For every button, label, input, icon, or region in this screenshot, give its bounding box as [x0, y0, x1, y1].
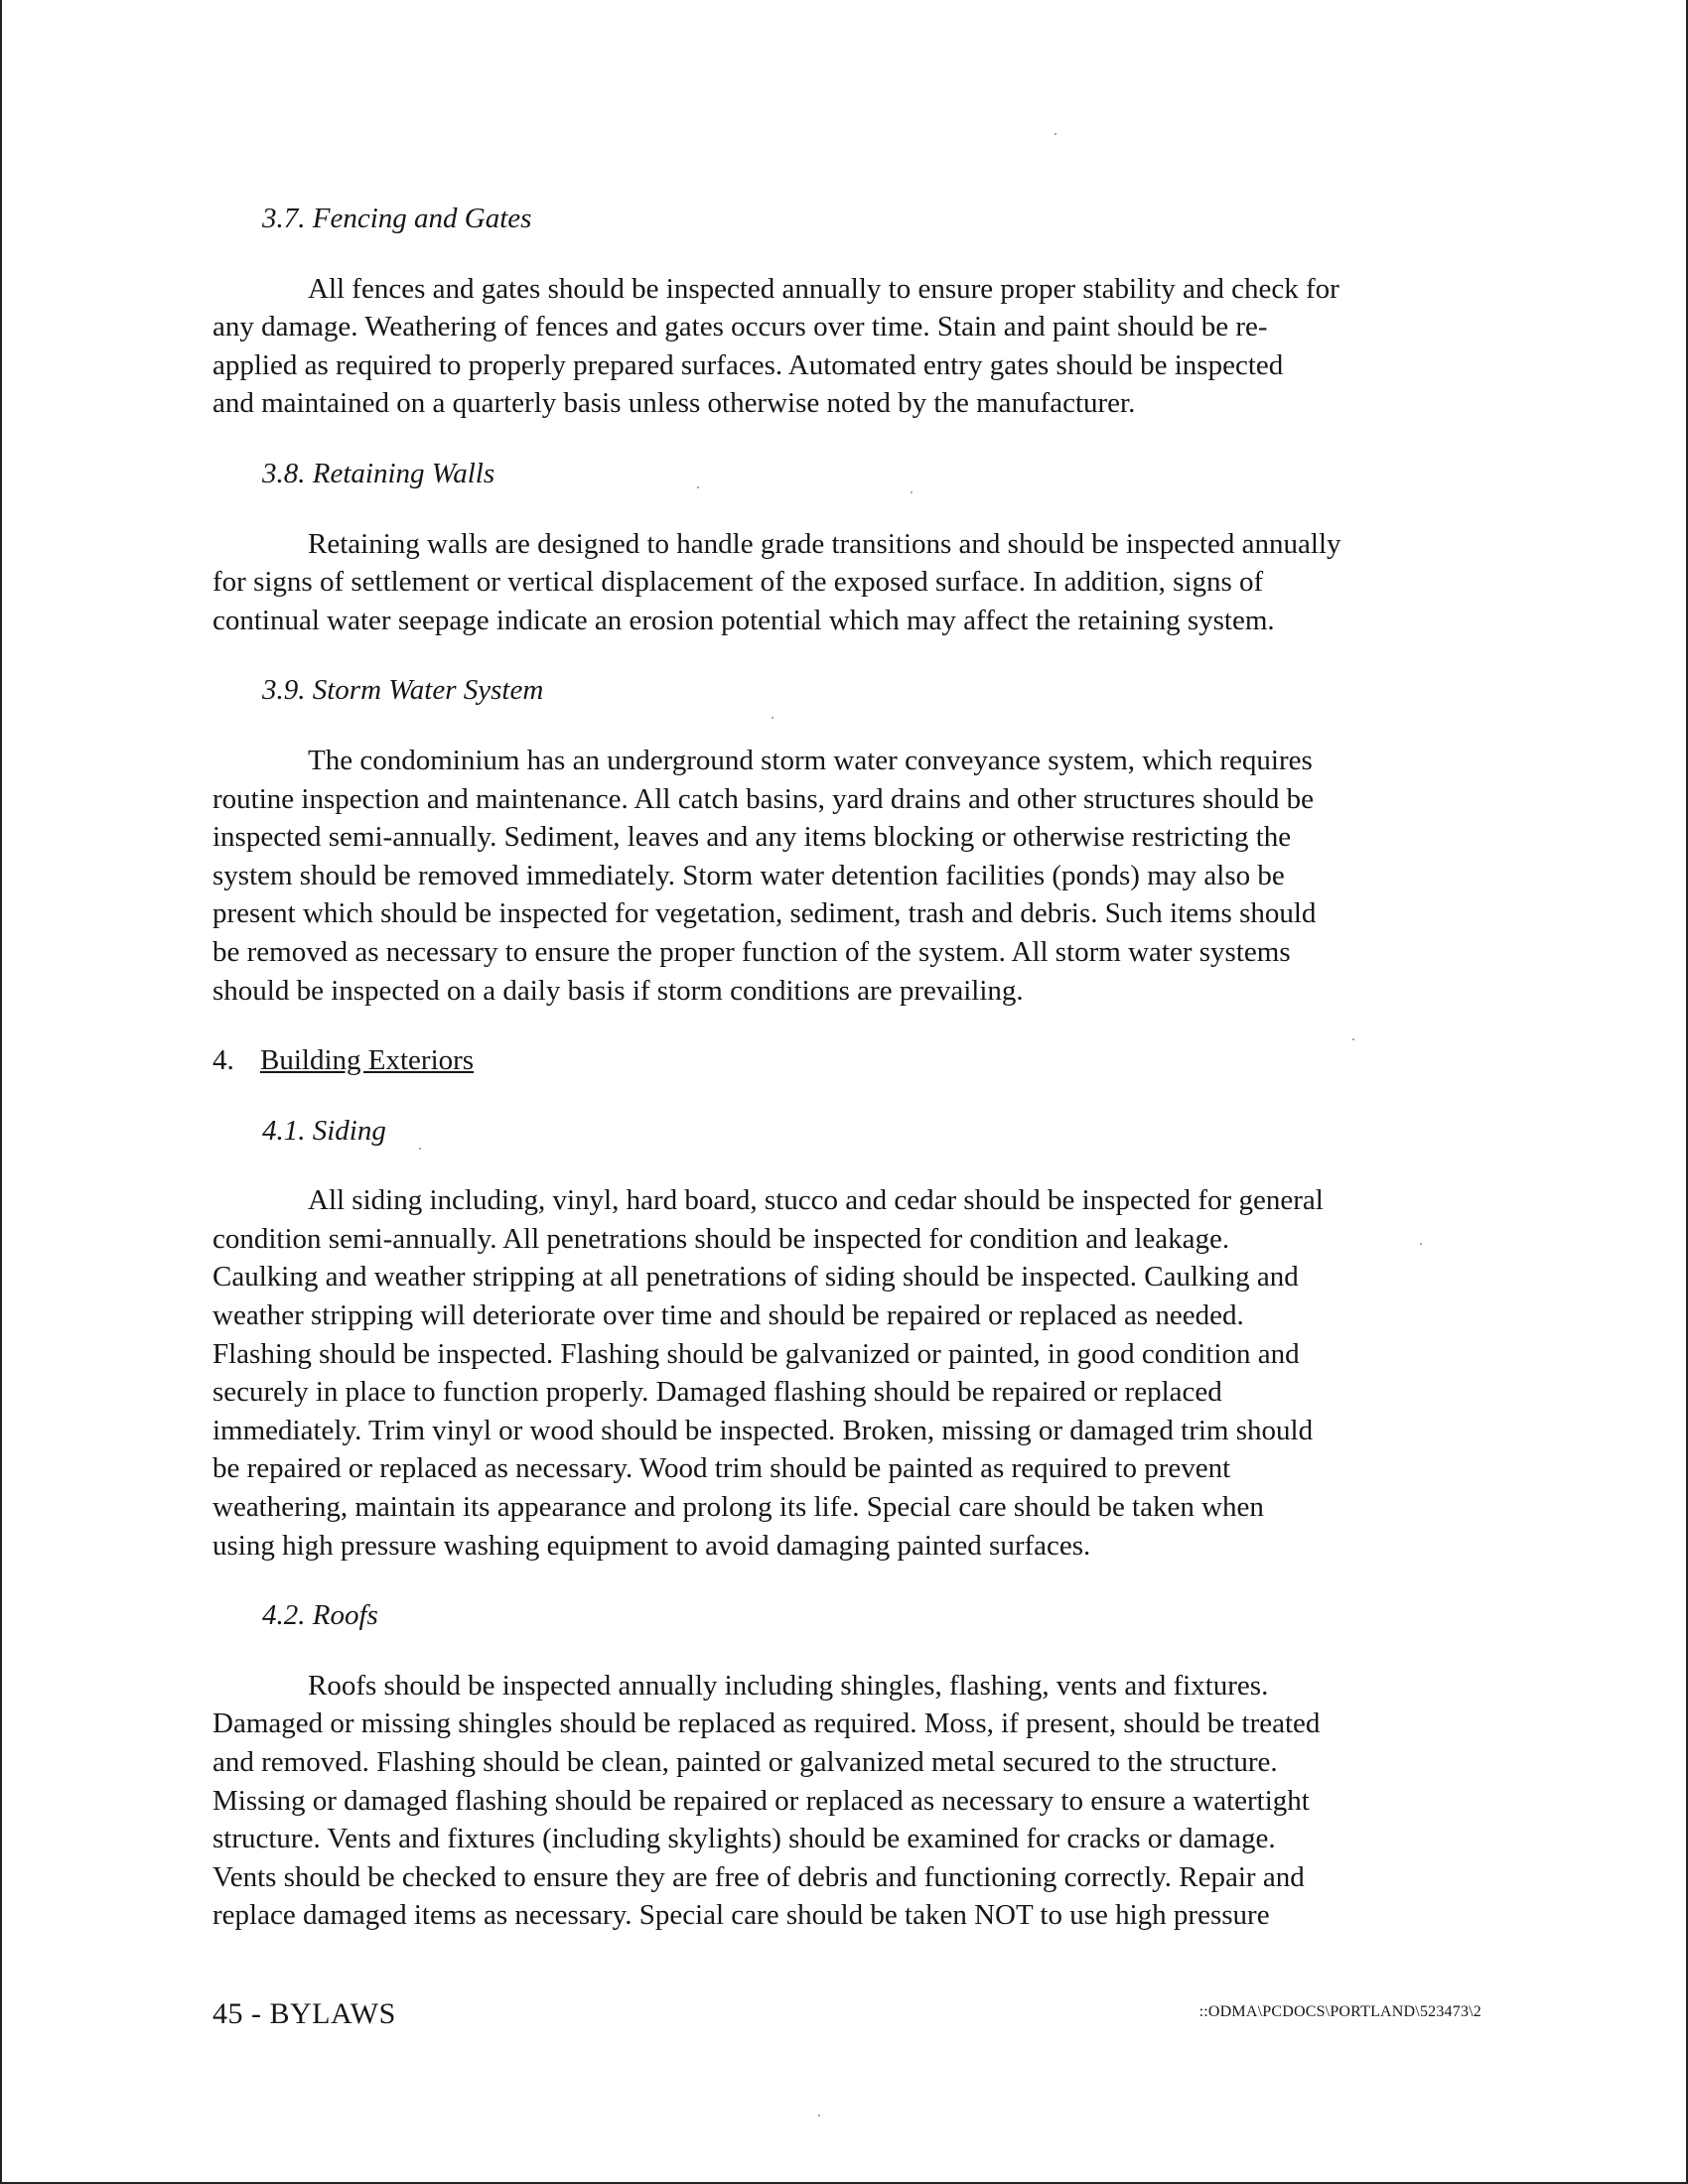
- text-line: The condominium has an underground storm water conveyance system, which requires: [308, 744, 1313, 776]
- paragraph-retaining-walls: [212, 525, 1493, 640]
- heading-retaining-walls: 3.8. Retaining Walls: [262, 457, 495, 489]
- text-line: Missing or damaged flashing should be repaired or replaced as necessary to ensure a watertight: [212, 1784, 1310, 1817]
- scan-speck: [1420, 1243, 1422, 1245]
- text-line: All fences and gates should be inspected annually to ensure proper stability and check for: [308, 272, 1339, 305]
- document-path: ::ODMA\PCDOCS\PORTLAND\523473\2: [1198, 2003, 1481, 2020]
- text-line: Roofs should be inspected annually including shingles, flashing, vents and fixtures.: [308, 1669, 1269, 1702]
- text-line: Caulking and weather stripping at all penetrations of siding should be inspected. Caulking and: [212, 1261, 1299, 1294]
- text-line: for signs of settlement or vertical displacement of the exposed surface. In addition, signs of: [212, 566, 1264, 599]
- text-line: any damage. Weathering of fences and gates occurs over time. Stain and paint should be re-: [212, 311, 1268, 343]
- text-line: Flashing should be inspected. Flashing should be galvanized or painted, in good condition and: [212, 1337, 1300, 1370]
- text-line: weathering, maintain its appearance and prolong its life. Special care should be taken when: [212, 1491, 1264, 1524]
- text-line: routine inspection and maintenance. All catch basins, yard drains and other structures should be: [212, 782, 1314, 815]
- text-line: replace damaged items as necessary. Special care should be taken NOT to use high pressure: [212, 1899, 1270, 1932]
- text-line: Vents should be checked to ensure they are free of debris and functioning correctly. Repair and: [212, 1860, 1305, 1893]
- scan-speck: [911, 491, 913, 493]
- page-number-label: 45 - BYLAWS: [212, 1997, 396, 2030]
- paragraph-roofs: [212, 1667, 1493, 1935]
- text-line: structure. Vents and fixtures (including skylights) should be examined for cracks or damage.: [212, 1823, 1276, 1855]
- text-line: immediately. Trim vinyl or wood should be inspected. Broken, missing or damaged trim should: [212, 1414, 1314, 1446]
- scan-speck: [818, 2115, 820, 2116]
- text-line: Damaged or missing shingles should be replaced as required. Moss, if present, should be treated: [212, 1707, 1321, 1740]
- heading-roofs: 4.2. Roofs: [262, 1599, 378, 1632]
- scan-speck: [697, 486, 699, 488]
- heading-siding: 4.1. Siding: [262, 1114, 386, 1147]
- text-line: Retaining walls are designed to handle grade transitions and should be inspected annually: [308, 527, 1341, 560]
- section-heading-building-exteriors: [212, 1041, 1493, 1080]
- text-line: and maintained on a quarterly basis unless otherwise noted by the manufacturer.: [212, 387, 1136, 420]
- text-line: condition semi-annually. All penetrations should be inspected for condition and leakage.: [212, 1222, 1230, 1255]
- scan-speck: [1055, 133, 1056, 135]
- section-number: 4.: [212, 1044, 234, 1077]
- paragraph-fencing-and-gates: [212, 270, 1493, 423]
- text-line: be removed as necessary to ensure the proper function of the system. All storm water systems: [212, 935, 1291, 968]
- section-title: Building Exteriors: [260, 1044, 475, 1077]
- heading-fencing-and-gates: 3.7. Fencing and Gates: [262, 203, 532, 234]
- text-line: securely in place to function properly. Damaged flashing should be repaired or replaced: [212, 1376, 1222, 1409]
- paragraph-storm-water-system: [212, 742, 1493, 1010]
- text-line: present which should be inspected for vegetation, sediment, trash and debris. Such items should: [212, 897, 1317, 930]
- text-line: inspected semi-annually. Sediment, leaves and any items blocking or otherwise restricting the: [212, 821, 1292, 854]
- scan-speck: [419, 1148, 421, 1150]
- paragraph-siding: [212, 1181, 1493, 1565]
- page-content: [212, 200, 1493, 1967]
- text-line: applied as required to properly prepared surfaces. Automated entry gates should be inspected: [212, 348, 1284, 381]
- text-line: and removed. Flashing should be clean, painted or galvanized metal secured to the structure.: [212, 1746, 1278, 1778]
- text-line: system should be removed immediately. Storm water detention facilities (ponds) may also be: [212, 859, 1285, 891]
- heading-storm-water-system: 3.9. Storm Water System: [262, 674, 544, 707]
- text-line: using high pressure washing equipment to avoid damaging painted surfaces.: [212, 1529, 1091, 1562]
- text-line: weather stripping will deteriorate over time and should be repaired or replaced as needed.: [212, 1299, 1244, 1332]
- text-line: be repaired or replaced as necessary. Wood trim should be painted as required to prevent: [212, 1452, 1231, 1485]
- scan-speck: [1352, 1038, 1354, 1040]
- text-line: continual water seepage indicate an erosion potential which may affect the retaining system.: [212, 604, 1275, 636]
- text-line: All siding including, vinyl, hard board, stucco and cedar should be inspected for general: [308, 1184, 1324, 1217]
- scan-speck: [772, 717, 774, 719]
- text-line: should be inspected on a daily basis if storm conditions are prevailing.: [212, 974, 1024, 1007]
